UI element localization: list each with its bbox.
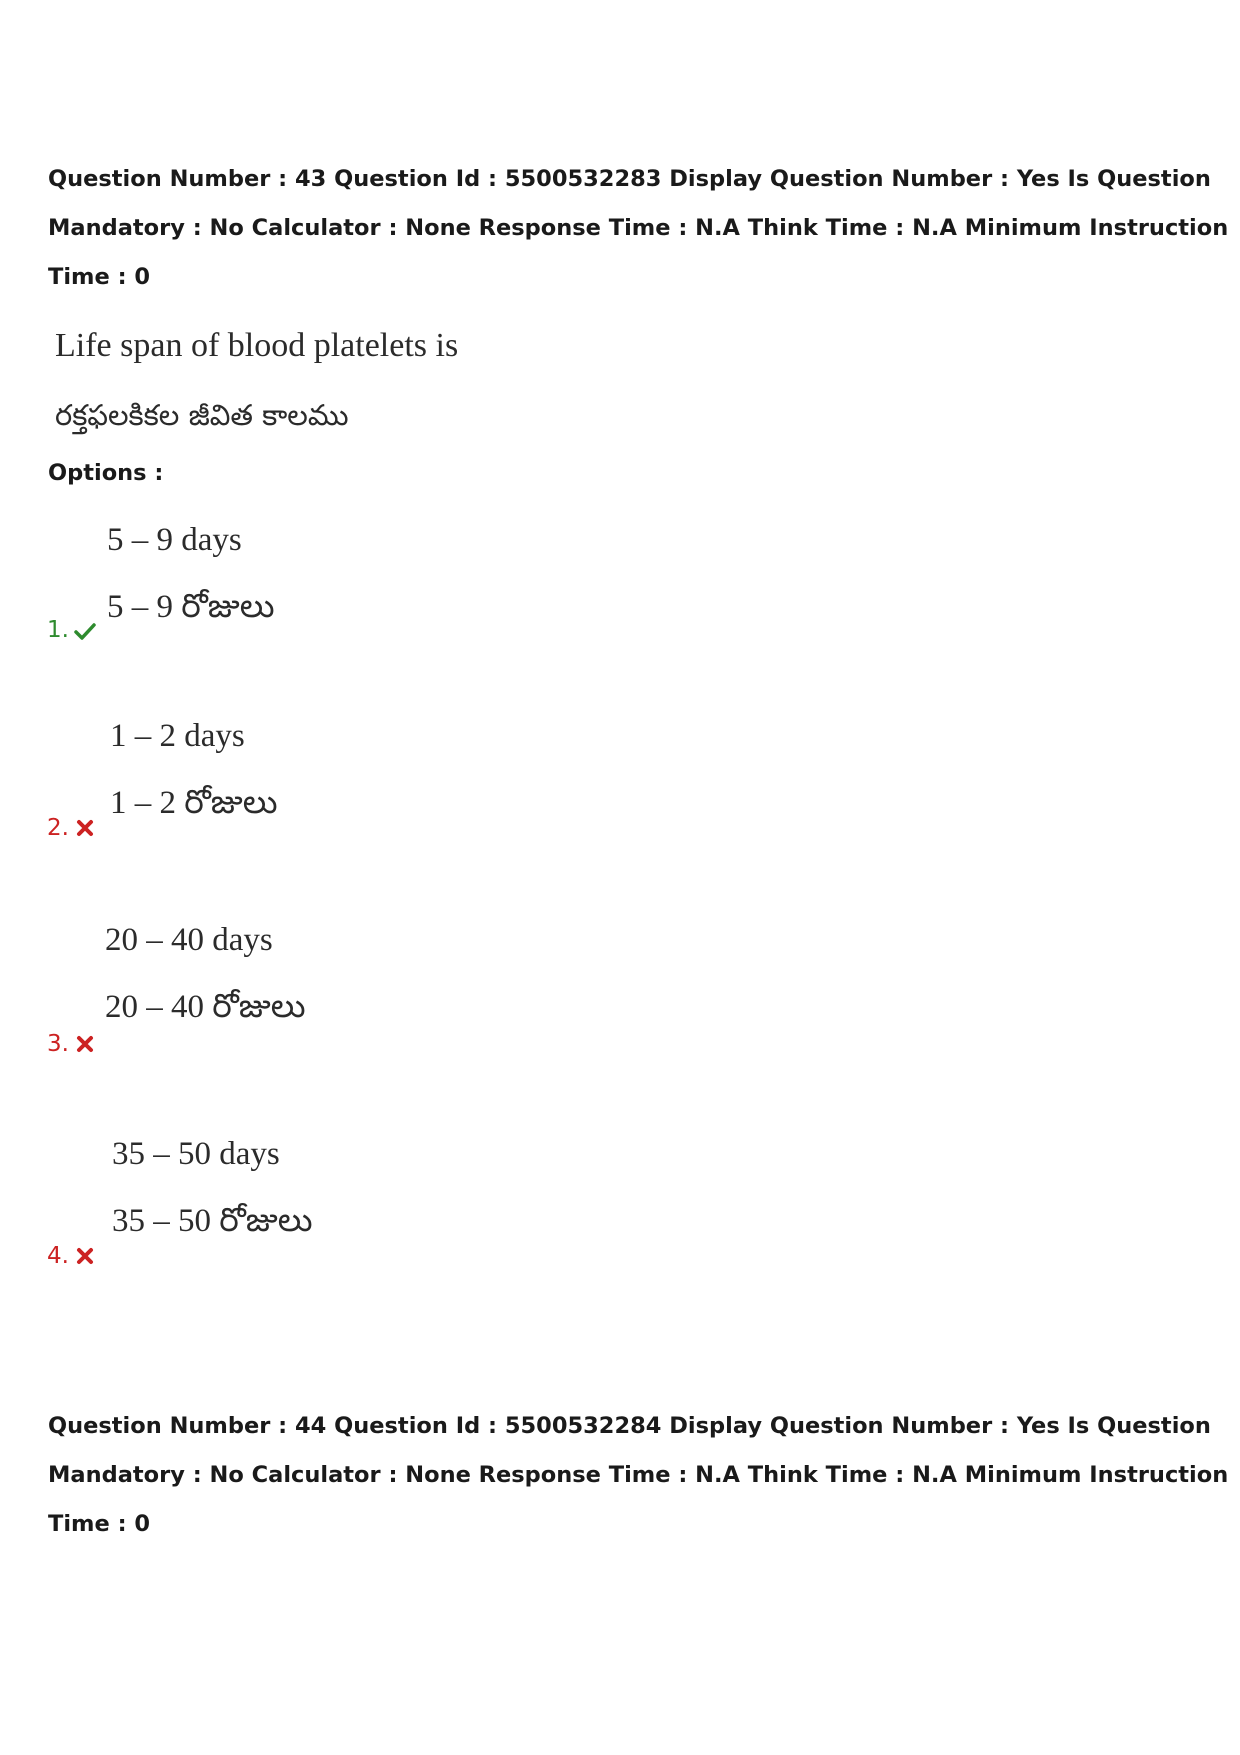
check-icon	[73, 620, 97, 642]
cross-icon	[73, 1034, 97, 1056]
option-3-text-telugu: 20 – 40 రోజులు	[105, 989, 306, 1025]
question-43-text-telugu: రక్తఫలకికల జీవిత కాలము	[55, 398, 349, 432]
question-43-text-english: Life span of blood platelets is	[55, 327, 459, 364]
question-43-meta-line-2: Mandatory : No Calculator : None Response Time : N.A Think Time : N.A Minimum Instruction	[48, 215, 1229, 241]
question-43-meta-line-3: Time : 0	[48, 264, 151, 290]
question-44-meta-line-3: Time : 0	[48, 1511, 151, 1537]
option-2-text-telugu: 1 – 2 రోజులు	[110, 785, 278, 821]
option-1-text-telugu: 5 – 9 రోజులు	[107, 589, 275, 625]
option-1-text-english: 5 – 9 days	[107, 522, 242, 558]
question-44-metadata	[48, 1402, 1229, 1549]
option-4-text-english: 35 – 50 days	[112, 1136, 280, 1172]
option-4-marker	[47, 1243, 97, 1269]
option-2-number: 2.	[47, 815, 69, 841]
option-3-number: 3.	[47, 1031, 69, 1057]
cross-icon	[73, 818, 97, 840]
option-1-number: 1.	[47, 617, 69, 643]
question-44-meta-line-2: Mandatory : No Calculator : None Response Time : N.A Think Time : N.A Minimum Instruction	[48, 1462, 1229, 1488]
question-43-meta-line-1: Question Number : 43 Question Id : 5500532283 Display Question Number : Yes Is Question	[48, 166, 1211, 192]
options-label: Options :	[48, 460, 164, 486]
option-1-marker	[47, 617, 97, 643]
option-4-number: 4.	[47, 1243, 69, 1269]
option-4-text-telugu: 35 – 50 రోజులు	[112, 1203, 313, 1239]
option-3-marker	[47, 1031, 97, 1057]
option-2-text-english: 1 – 2 days	[110, 718, 245, 754]
option-3-text-english: 20 – 40 days	[105, 922, 273, 958]
question-43-metadata	[48, 155, 1229, 302]
option-2-marker	[47, 815, 97, 841]
cross-icon	[73, 1246, 97, 1268]
question-44-meta-line-1: Question Number : 44 Question Id : 5500532284 Display Question Number : Yes Is Question	[48, 1413, 1211, 1439]
